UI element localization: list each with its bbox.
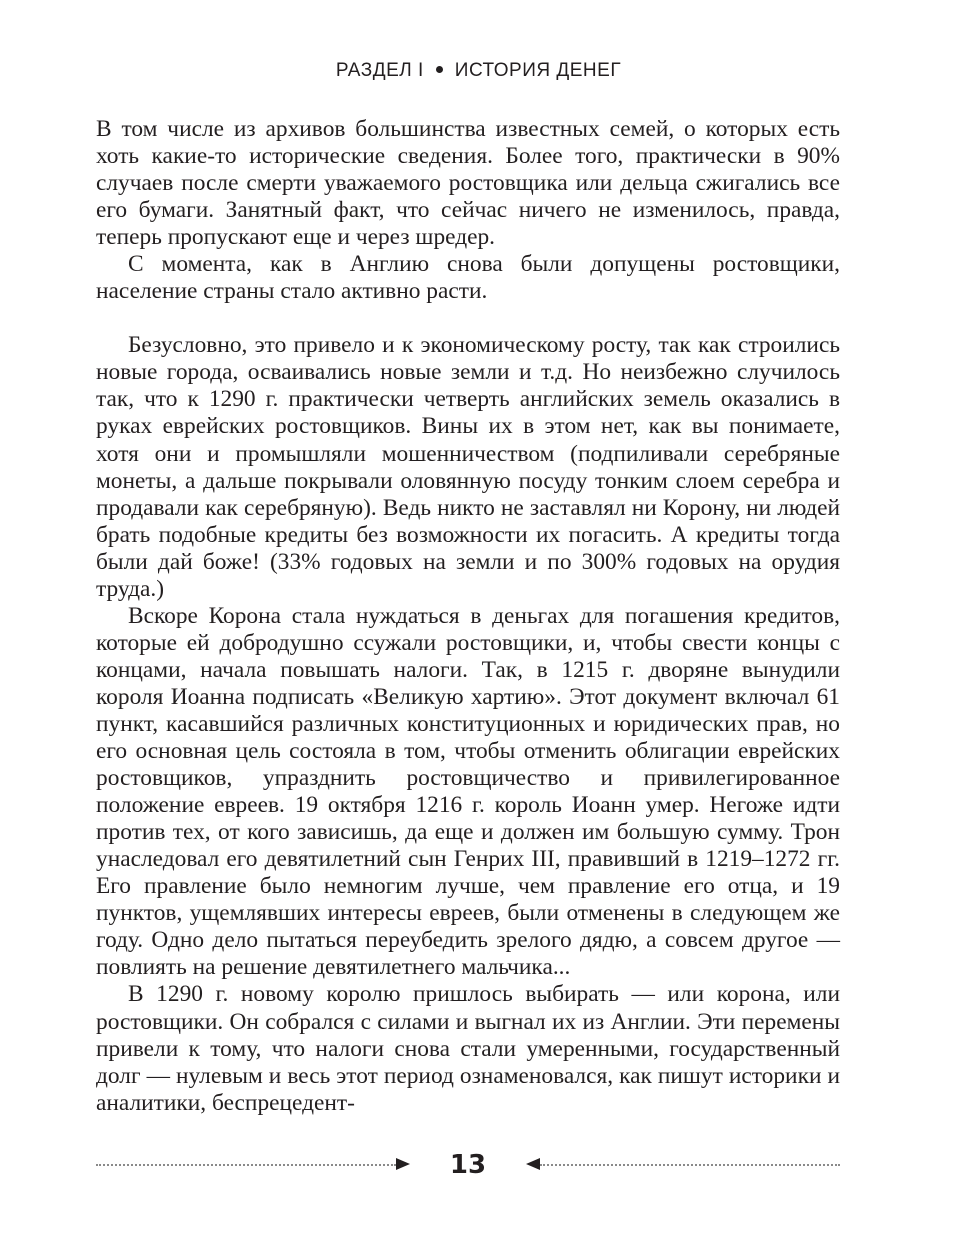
arrow-left-icon (526, 1158, 540, 1170)
bullet-separator-icon (436, 66, 443, 73)
footer-dotted-rule-left (96, 1164, 396, 1166)
body-text (96, 116, 840, 1117)
arrow-right-icon (396, 1158, 410, 1170)
paragraph-1: В том числе из архивов большинства известных семей, о которых есть хоть какие-то исторические сведения. Более того, практически в 90% случаев после смерти уважаемого ростовщика или дельца сжигались все его бумаги. Занятный факт, что сейчас ничего не изменилось, правда, теперь пропускают еще и через шредер. (96, 116, 840, 251)
paragraph-2: С момента, как в Англию снова были допущены ростовщики, население страны стало активно расти. (96, 251, 840, 305)
chapter-title: ИСТОРИЯ ДЕНЕГ (454, 60, 622, 81)
section-label: РАЗДЕЛ I (335, 60, 424, 81)
footer-dotted-rule-right (540, 1164, 840, 1166)
running-header (0, 60, 957, 82)
paragraph-4: Вскоре Корона стала нуждаться в деньгах для погашения кредитов, которые ей добродушно ссужали ростовщики, и, чтобы свести концы с концами, начала повышать налоги. Так, в 1215 г. дворяне вынудили короля Иоанна подписать «Великую хартию». Этот документ включал 61 пункт, касавшийся различных конституционных и юридических прав, но его основная цель состояла в том, чтобы отменить облигации еврейских ростовщиков, упразднить ростовщичество и привилегированное положение евреев. 19 октября 1216 г. король Иоанн умер. Негоже идти против тех, от кого зависишь, да еще и должен им большую сумму. Трон унаследовал его девятилетний сын Генрих III, правивший в 1219–1272 гг. Его правление было немногим лучше, чем правление его отца, и 19 пунктов, ущемлявших интересы евреев, были отменены в следующем же году. Одно дело пытаться переубедить зрелого дядю, а совсем другое — повлиять на решение девятилетнего мальчика... (96, 602, 840, 981)
page-number: 13 (449, 1150, 487, 1180)
paragraph-5: В 1290 г. новому королю пришлось выбирать — или корона, или ростовщики. Он собрался с силами и выгнал их из Англии. Эти перемены привели к тому, что налоги снова стали умеренными, государственный долг — нулевым и весь этот период ознаменовался, как пишут историки и аналитики, беспрецедент- (96, 981, 840, 1116)
paragraph-3: Безусловно, это привело и к экономическому росту, так как строились новые города, осваивались новые земли и т.д. Но неизбежно случилось так, что к 1290 г. практически четверть английских земель оказались в руках еврейских ростовщиков. Вины их в этом нет, как вы понимаете, хотя они и промышляли мошенничеством (подпиливали серебряные монеты, а дальше покрывали оловянную посуду тонким слоем серебра и продавали как серебряную). Ведь никто не заставлял ни Корону, ни людей брать подобные кредиты без возможности их погасить. А кредиты тогда были дай боже! (33% годовых на земли и по 300% годовых на орудия труда.) (96, 332, 840, 602)
page-footer (96, 1150, 840, 1180)
